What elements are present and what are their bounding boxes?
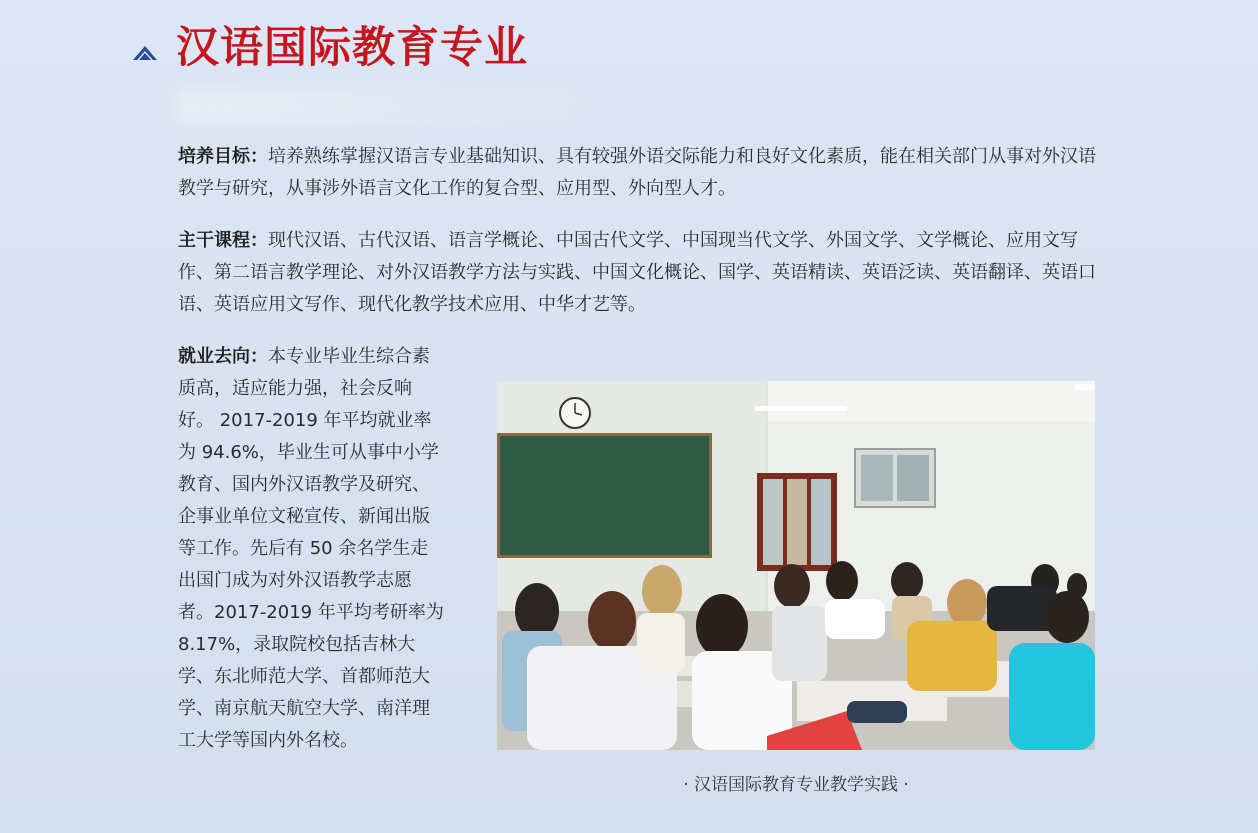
classroom-photo bbox=[497, 381, 1095, 750]
title-reflection bbox=[178, 90, 578, 124]
training-goal-paragraph bbox=[178, 141, 1100, 205]
training-goal-text: 培养熟练掌握汉语言专业基础知识、具有较强外语交际能力和良好文化素质，能在相关部门从事对外汉语教学与研究，从事涉外语言文化工作的复合型、应用型、外向型人才。 bbox=[178, 146, 1096, 199]
chevron-up-icon bbox=[132, 40, 158, 62]
career-text: 本专业毕业生综合素质高，适应能力强，社会反响好。 2017-2019 年平均就业率为 94.6%，毕业生可从事中小学教育、国内外汉语教学及研究、企事业单位文秘宣传、新闻出版等工作。先后有 50 余名学生走出国门成为对外汉语教学志愿者。2017-2019 年平均考研率为 8.17%，录取院校包括吉林大学、东北师范大学、首都师范大学、南京航天航空大学、南洋理工大学等国内外名校。 bbox=[178, 346, 444, 751]
core-courses-label: 主干课程： bbox=[178, 230, 268, 251]
core-courses-text: 现代汉语、古代汉语、语言学概论、中国古代文学、中国现当代文学、外国文学、文学概论、应用文写作、第二语言教学理论、对外汉语教学方法与实践、中国文化概论、国学、英语精读、英语泛读、英语翻译、英语口语、英语应用文写作、现代化教学技术应用、中华才艺等。 bbox=[178, 230, 1096, 315]
career-label: 就业去向： bbox=[178, 346, 268, 367]
training-goal-label: 培养目标： bbox=[178, 146, 268, 167]
photo-caption: · 汉语国际教育专业教学实践 · bbox=[683, 775, 909, 795]
career-paragraph bbox=[178, 341, 446, 757]
core-courses-paragraph bbox=[178, 225, 1100, 321]
page-title: 汉语国际教育专业 bbox=[176, 23, 528, 73]
